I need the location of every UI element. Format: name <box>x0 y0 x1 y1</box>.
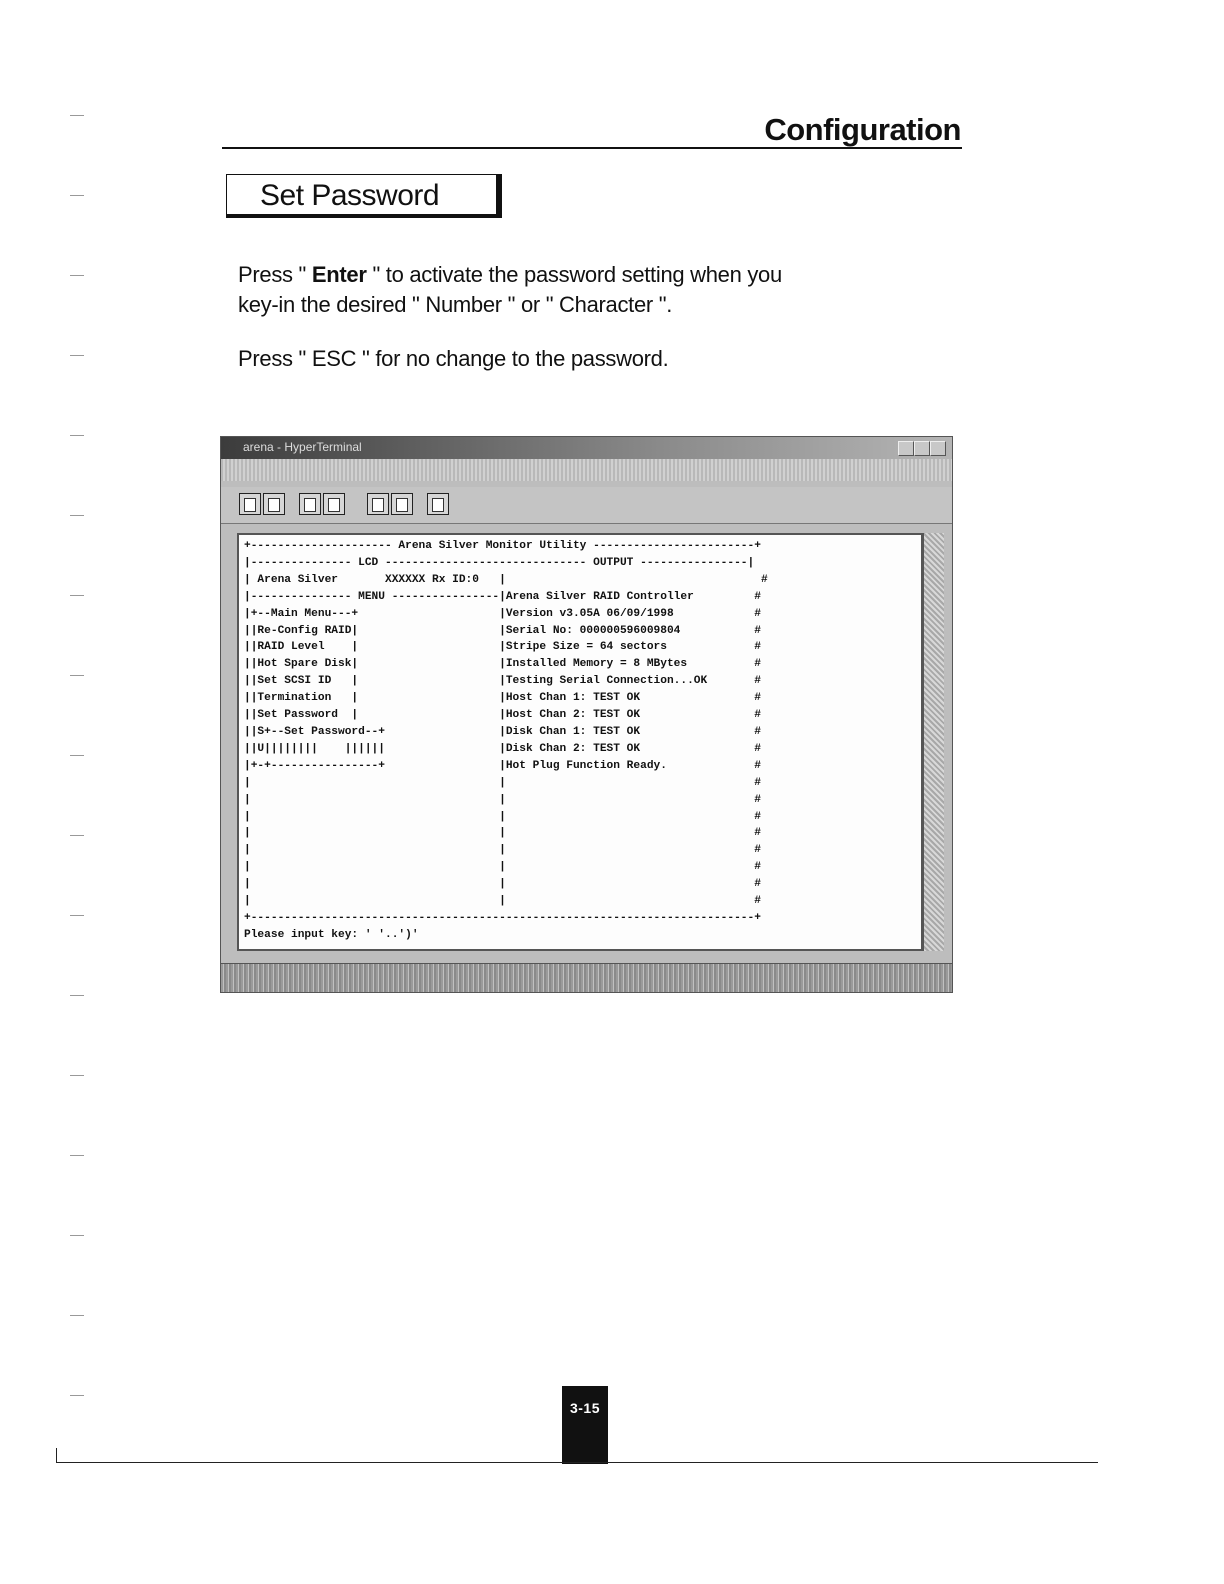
margin-tick <box>70 595 84 596</box>
margin-tick <box>70 915 84 916</box>
instruction-paragraph-2: Press " ESC " for no change to the password. <box>238 346 669 371</box>
terminal-line: ||Termination | |Host Chan 1: TEST OK # <box>244 692 761 705</box>
terminal-line: +--------------------- Arena Silver Monitor Utility ------------------------+ <box>244 540 761 552</box>
terminal-line: ||Hot Spare Disk| |Installed Memory = 8 MBytes # <box>244 658 761 671</box>
instruction-text: Press " <box>238 262 307 287</box>
terminal-line: Please input key: ' '..')' <box>244 928 419 941</box>
open-icon[interactable] <box>263 493 285 515</box>
topic-title-box <box>226 174 502 218</box>
terminal-line: | | # <box>244 827 761 840</box>
minimize-button[interactable] <box>898 441 914 456</box>
new-connection-icon[interactable] <box>239 493 261 515</box>
menu-bar <box>221 459 952 481</box>
window-title: arena - HyperTerminal <box>243 440 362 454</box>
margin-tick <box>70 435 84 436</box>
terminal-output <box>244 538 768 944</box>
margin-tick <box>70 355 84 356</box>
footer-rule <box>56 1462 1098 1463</box>
terminal-line: | | # <box>244 878 761 891</box>
section-title: Configuration <box>764 112 961 147</box>
margin-tick <box>70 1315 84 1316</box>
terminal-line: ||S+--Set Password--+ |Disk Chan 1: TEST OK # <box>244 725 761 738</box>
margin-tick <box>70 755 84 756</box>
instruction-text: " to activate the password setting when you <box>372 262 782 287</box>
enter-key-text: Enter <box>306 262 373 287</box>
terminal-line: ||U|||||||| |||||| |Disk Chan 2: TEST OK # <box>244 742 761 755</box>
margin-tick <box>70 675 84 676</box>
terminal-line: | | # <box>244 895 761 908</box>
margin-tick <box>70 1235 84 1236</box>
instruction-line-1 <box>238 260 782 290</box>
terminal-line: ||Set Password | |Host Chan 2: TEST OK # <box>244 709 761 722</box>
terminal-line: |+-+----------------+ |Hot Plug Function Ready. # <box>244 759 761 772</box>
status-bar <box>221 963 952 992</box>
terminal-line: | | # <box>244 776 761 789</box>
connect-icon[interactable] <box>299 493 321 515</box>
disconnect-icon[interactable] <box>323 493 345 515</box>
terminal-screen[interactable] <box>237 533 923 951</box>
margin-tick <box>70 995 84 996</box>
close-button[interactable] <box>930 441 946 456</box>
send-file-icon[interactable] <box>367 493 389 515</box>
vertical-scrollbar[interactable] <box>923 533 944 951</box>
terminal-line: | | # <box>244 861 761 874</box>
instruction-line-2: key-in the desired " Number " or " Character ". <box>238 292 673 317</box>
margin-tick <box>70 195 84 196</box>
margin-tick <box>70 1075 84 1076</box>
page-number: 3-15 <box>562 1386 608 1464</box>
terminal-line: |--------------- MENU ----------------|Arena Silver RAID Controller # <box>244 590 761 603</box>
terminal-line: ||Re-Config RAID| |Serial No: 000000596009804 # <box>244 624 761 637</box>
margin-tick <box>70 275 84 276</box>
receive-file-icon[interactable] <box>391 493 413 515</box>
terminal-line: ||RAID Level | |Stripe Size = 64 sectors # <box>244 641 761 654</box>
header-rule <box>222 147 962 149</box>
instruction-paragraph-1 <box>238 260 782 320</box>
terminal-line: +---------------------------------------------------------------------------+ <box>244 911 761 924</box>
margin-tick <box>70 1395 84 1396</box>
terminal-line: ||Set SCSI ID | |Testing Serial Connection...OK # <box>244 675 761 688</box>
hyperterminal-window <box>220 436 953 993</box>
margin-tick <box>70 835 84 836</box>
margin-tick <box>70 115 84 116</box>
footer-notch <box>56 1448 57 1462</box>
terminal-line: |--------------- LCD ------------------------------ OUTPUT ----------------| <box>244 556 755 569</box>
terminal-line: |+--Main Menu---+ |Version v3.05A 06/09/1998 # <box>244 607 761 620</box>
terminal-line: | | # <box>244 810 761 823</box>
terminal-line: | | # <box>244 793 761 806</box>
terminal-line: | | # <box>244 844 761 857</box>
topic-title: Set Password <box>260 179 440 212</box>
properties-icon[interactable] <box>427 493 449 515</box>
maximize-button[interactable] <box>914 441 930 456</box>
margin-tick <box>70 1155 84 1156</box>
margin-tick <box>70 515 84 516</box>
terminal-line: | Arena Silver XXXXXX Rx ID:0 | # <box>244 573 768 586</box>
toolbar <box>221 487 952 524</box>
window-titlebar <box>221 437 952 459</box>
